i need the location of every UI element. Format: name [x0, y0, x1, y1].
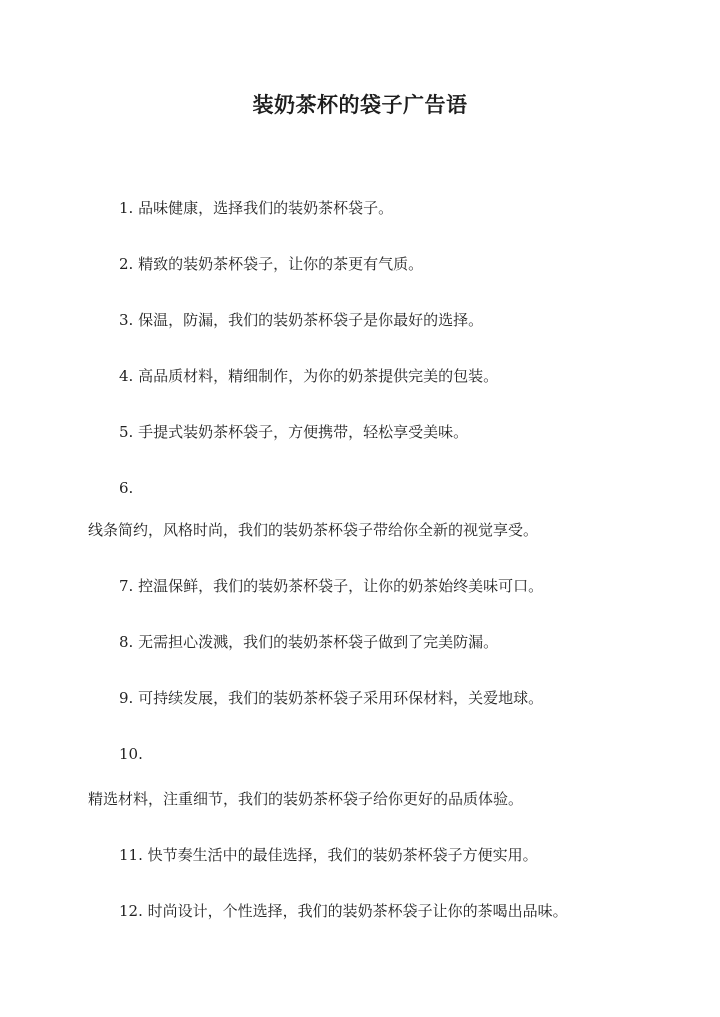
slogan-line-11: 11. 快节奏生活中的最佳选择，我们的装奶茶杯袋子方便实用。 [119, 846, 538, 864]
slogan-line-2: 2. 精致的装奶茶杯袋子，让你的茶更有气质。 [119, 255, 424, 273]
slogan-line-5: 5. 手提式装奶茶杯袋子，方便携带，轻松享受美味。 [119, 423, 469, 441]
slogan-line-8: 8. 无需担心泼溅，我们的装奶茶杯袋子做到了完美防漏。 [119, 633, 499, 651]
document-title: 装奶茶杯的袋子广告语 [252, 92, 468, 117]
slogan-line-6: 线条简约，风格时尚，我们的装奶茶杯袋子带给你全新的视觉享受。 [88, 521, 539, 539]
slogan-line-12: 12. 时尚设计，个性选择，我们的装奶茶杯袋子让你的茶喝出品味。 [119, 902, 568, 920]
slogan-number-10: 10. [119, 745, 143, 763]
slogan-number-6: 6. [119, 479, 134, 497]
slogan-line-4: 4. 高品质材料，精细制作，为你的奶茶提供完美的包装。 [119, 367, 499, 385]
slogan-line-7: 7. 控温保鲜，我们的装奶茶杯袋子，让你的奶茶始终美味可口。 [119, 577, 544, 595]
slogan-line-3: 3. 保温，防漏，我们的装奶茶杯袋子是你最好的选择。 [119, 311, 484, 329]
slogan-line-1: 1. 品味健康，选择我们的装奶茶杯袋子。 [119, 199, 394, 217]
slogan-line-10: 精选材料，注重细节，我们的装奶茶杯袋子给你更好的品质体验。 [88, 790, 524, 808]
slogan-line-9: 9. 可持续发展，我们的装奶茶杯袋子采用环保材料，关爱地球。 [119, 689, 544, 707]
